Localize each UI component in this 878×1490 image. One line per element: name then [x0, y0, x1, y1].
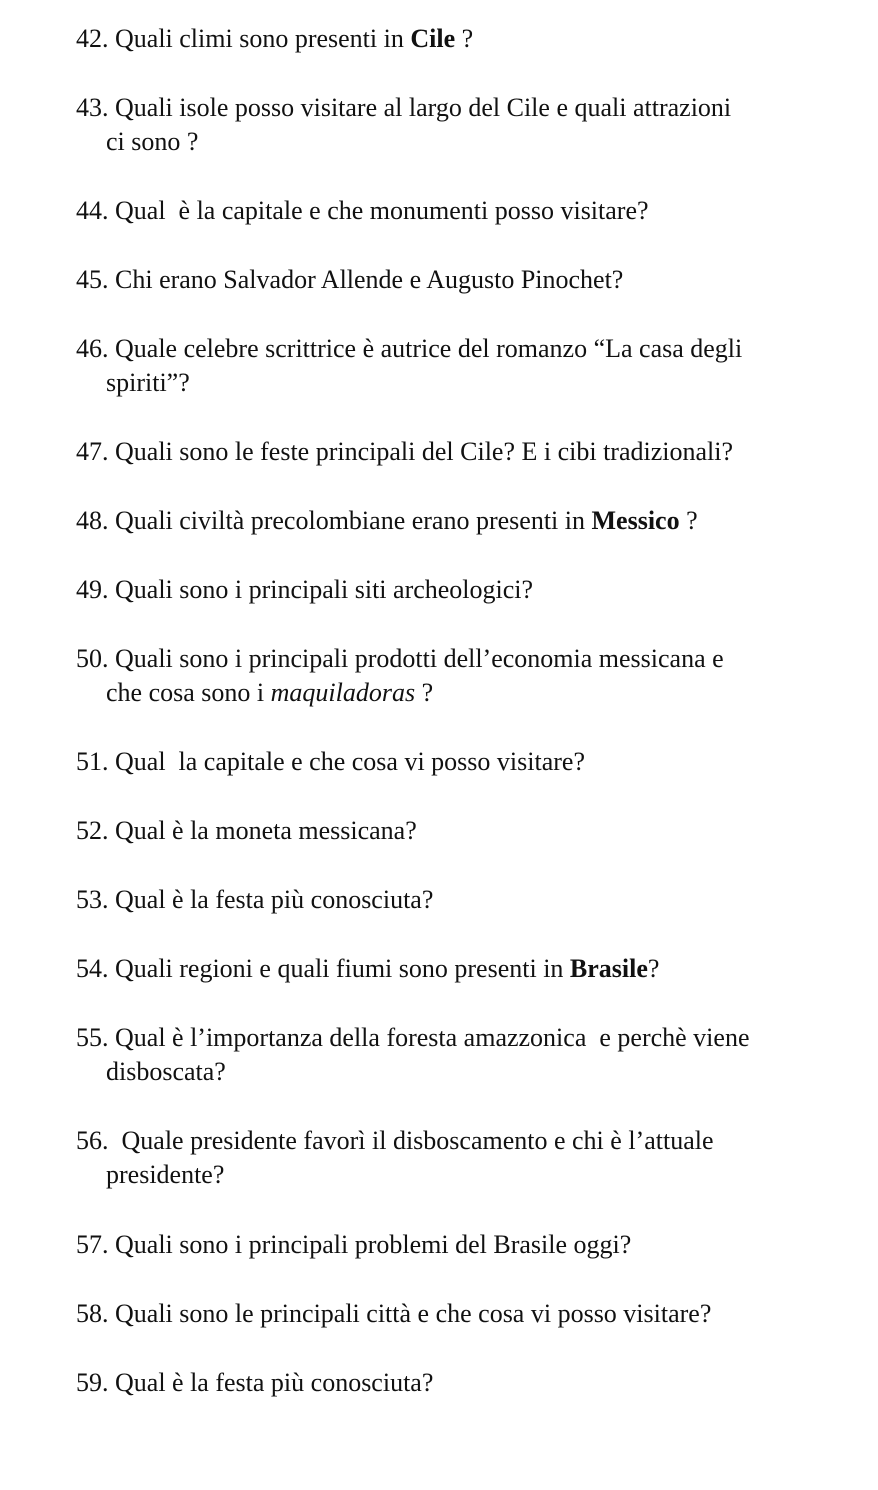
- question-number: 52.: [76, 816, 109, 845]
- country-name: Brasile: [569, 954, 648, 983]
- question-number: 59.: [76, 1368, 109, 1397]
- question-58: [76, 1297, 856, 1331]
- question-text: Quali sono le feste principali del Cile? E i cibi tradizionali?: [115, 437, 734, 466]
- question-text: Quali regioni e quali fiumi sono presenti in: [115, 954, 570, 983]
- question-text: Quali sono i principali problemi del Brasile oggi?: [115, 1230, 632, 1259]
- question-text: Qual è la capitale e che monumenti posso visitare?: [115, 196, 649, 225]
- question-text: Quali sono i principali prodotti dell’economia messicana e: [115, 644, 724, 673]
- question-number: 44.: [76, 196, 109, 225]
- question-48: [76, 504, 856, 538]
- question-text-continued: presidente?: [106, 1160, 225, 1189]
- question-text: Qual è la festa più conosciuta?: [115, 1368, 434, 1397]
- question-text-continued-start: che cosa sono i: [106, 678, 271, 707]
- question-number: 58.: [76, 1299, 109, 1328]
- question-text: Quali isole posso visitare al largo del Cile e quali attrazioni: [115, 93, 732, 122]
- question-text: Quali climi sono presenti in: [115, 24, 411, 53]
- question-44: [76, 194, 856, 228]
- question-text: Qual è la moneta messicana?: [115, 816, 417, 845]
- question-text: Quali civiltà precolombiane erano presenti in: [115, 506, 592, 535]
- question-53: [76, 883, 856, 917]
- question-number: 47.: [76, 437, 109, 466]
- question-number: 42.: [76, 24, 109, 53]
- question-number: 50.: [76, 644, 109, 673]
- question-52: [76, 814, 856, 848]
- question-42: [76, 22, 856, 56]
- question-54: [76, 952, 856, 986]
- country-name: Cile: [410, 24, 456, 53]
- question-text: Quale presidente favorì il disboscamento e chi è l’attuale: [115, 1126, 714, 1155]
- country-name: Messico: [591, 506, 680, 535]
- question-text: Qual la capitale e che cosa vi posso visitare?: [115, 747, 585, 776]
- question-49: [76, 573, 856, 607]
- question-text-end: ?: [415, 678, 434, 707]
- question-text-continued: disboscata?: [106, 1057, 226, 1086]
- question-number: 53.: [76, 885, 109, 914]
- question-number: 49.: [76, 575, 109, 604]
- question-text-end: ?: [455, 24, 474, 53]
- question-text-end: ?: [647, 954, 660, 983]
- question-46: [76, 332, 856, 400]
- question-47: [76, 435, 856, 469]
- italic-term: maquiladoras: [270, 678, 416, 707]
- question-59: [76, 1366, 856, 1400]
- question-text: Quali sono i principali siti archeologici?: [115, 575, 534, 604]
- question-57: [76, 1228, 856, 1262]
- question-43: [76, 91, 856, 159]
- question-text: Chi erano Salvador Allende e Augusto Pinochet?: [115, 265, 624, 294]
- question-text-continued: spiriti”?: [106, 368, 190, 397]
- question-number: 46.: [76, 334, 109, 363]
- question-number: 43.: [76, 93, 109, 122]
- question-number: 48.: [76, 506, 109, 535]
- question-45: [76, 263, 856, 297]
- question-text-end: ?: [679, 506, 698, 535]
- question-text: Quali sono le principali città e che cosa vi posso visitare?: [115, 1299, 712, 1328]
- question-text: Qual è l’importanza della foresta amazzonica e perchè viene: [115, 1023, 750, 1052]
- question-56: [76, 1124, 856, 1192]
- question-text-continued: ci sono ?: [106, 127, 199, 156]
- question-50: [76, 642, 856, 710]
- question-text-continued: [76, 676, 856, 710]
- question-number: 45.: [76, 265, 109, 294]
- question-51: [76, 745, 856, 779]
- question-55: [76, 1021, 856, 1089]
- question-number: 54.: [76, 954, 109, 983]
- question-text: Quale celebre scrittrice è autrice del romanzo “La casa degli: [115, 334, 743, 363]
- question-number: 56.: [76, 1126, 109, 1155]
- question-text: Qual è la festa più conosciuta?: [115, 885, 434, 914]
- question-number: 57.: [76, 1230, 109, 1259]
- question-number: 51.: [76, 747, 109, 776]
- question-number: 55.: [76, 1023, 109, 1052]
